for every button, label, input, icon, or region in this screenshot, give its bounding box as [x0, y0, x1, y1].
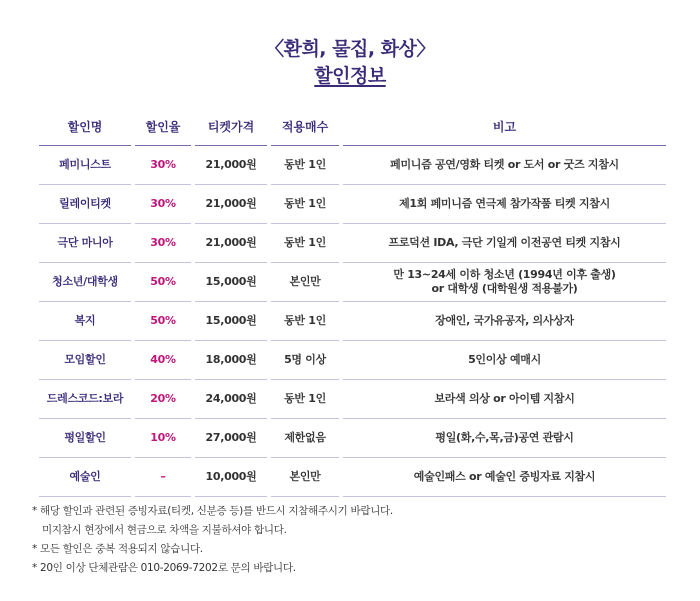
cell-name: 예술인 [39, 458, 131, 497]
table-row [39, 380, 666, 419]
header-discount-rate: 할인율 [135, 107, 191, 146]
discount-table [35, 107, 670, 497]
subtitle-text: 할인정보 [314, 65, 386, 87]
table-row [39, 263, 666, 302]
cell-name: 복지 [39, 302, 131, 341]
cell-count: 본인만 [271, 263, 339, 302]
cell-rate: 10% [135, 419, 191, 458]
cell-count: 동반 1인 [271, 146, 339, 185]
cell-price: 27,000원 [195, 419, 267, 458]
table-row [39, 458, 666, 497]
cell-count: 동반 1인 [271, 224, 339, 263]
cell-price: 21,000원 [195, 224, 267, 263]
cell-note: 평일(화,수,목,금)공연 관람시 [343, 419, 666, 458]
header-ticket-count: 적용매수 [271, 107, 339, 146]
cell-price: 18,000원 [195, 341, 267, 380]
table-row [39, 185, 666, 224]
cell-name: 릴레이티켓 [39, 185, 131, 224]
cell-count: 동반 1인 [271, 185, 339, 224]
cell-note: 제1회 페미니즘 연극제 참가작품 티켓 지참시 [343, 185, 666, 224]
header-remarks: 비고 [343, 107, 666, 146]
cell-name: 모임할인 [39, 341, 131, 380]
table-row [39, 302, 666, 341]
cell-count: 동반 1인 [271, 302, 339, 341]
footnote: 미지참시 현장에서 현금으로 차액을 지불하셔야 합니다. [42, 524, 287, 536]
table-header-row [39, 107, 666, 146]
cell-note-line-2: or 대학생 (대학원생 적용불가) [431, 282, 578, 295]
cell-note: 보라색 의상 or 아이템 지참시 [343, 380, 666, 419]
cell-rate: 40% [135, 341, 191, 380]
table-row [39, 341, 666, 380]
cell-note: 예술인패스 or 예술인 증빙자료 지참시 [343, 458, 666, 497]
cell-count: 5명 이상 [271, 341, 339, 380]
table-row [39, 419, 666, 458]
page-title: 〈환희, 물집, 화상〉 [265, 38, 435, 60]
header-ticket-price: 티켓가격 [195, 107, 267, 146]
footnote: * 해당 할인과 관련된 증빙자료(티켓, 신분증 등)를 반드시 지참해주시기 바랍니다. [32, 505, 393, 517]
cell-note: 프로덕션 IDA, 극단 기일게 이전공연 티켓 지참시 [343, 224, 666, 263]
cell-note: 페미니즘 공연/영화 티켓 or 도서 or 굿즈 지참시 [343, 146, 666, 185]
cell-count: 본인만 [271, 458, 339, 497]
cell-note-line-1: 만 13~24세 이하 청소년 (1994년 이후 출생) [393, 268, 616, 281]
cell-name: 청소년/대학생 [39, 263, 131, 302]
cell-price: 24,000원 [195, 380, 267, 419]
cell-rate: 50% [135, 302, 191, 341]
cell-rate: 30% [135, 185, 191, 224]
cell-name: 페미니스트 [39, 146, 131, 185]
cell-rate: – [135, 458, 191, 497]
cell-price: 21,000원 [195, 146, 267, 185]
header-discount-name: 할인명 [39, 107, 131, 146]
cell-price: 10,000원 [195, 458, 267, 497]
cell-name: 극단 마니아 [39, 224, 131, 263]
cell-price: 15,000원 [195, 263, 267, 302]
cell-rate: 30% [135, 224, 191, 263]
cell-note [343, 263, 666, 302]
table-row [39, 146, 666, 185]
table-row [39, 224, 666, 263]
cell-price: 15,000원 [195, 302, 267, 341]
cell-name: 평일할인 [39, 419, 131, 458]
cell-name: 드레스코드:보라 [39, 380, 131, 419]
footnote: * 20인 이상 단체관람은 010-2069-7202로 문의 바랍니다. [32, 562, 296, 574]
cell-rate: 30% [135, 146, 191, 185]
cell-count: 제한없음 [271, 419, 339, 458]
footnotes [32, 502, 672, 578]
page-subtitle [0, 61, 700, 88]
cell-rate: 20% [135, 380, 191, 419]
cell-note: 5인이상 예매시 [343, 341, 666, 380]
cell-rate: 50% [135, 263, 191, 302]
cell-price: 21,000원 [195, 185, 267, 224]
cell-count: 동반 1인 [271, 380, 339, 419]
cell-note: 장애인, 국가유공자, 의사상자 [343, 302, 666, 341]
footnote: * 모든 할인은 중복 적용되지 않습니다. [32, 543, 203, 555]
